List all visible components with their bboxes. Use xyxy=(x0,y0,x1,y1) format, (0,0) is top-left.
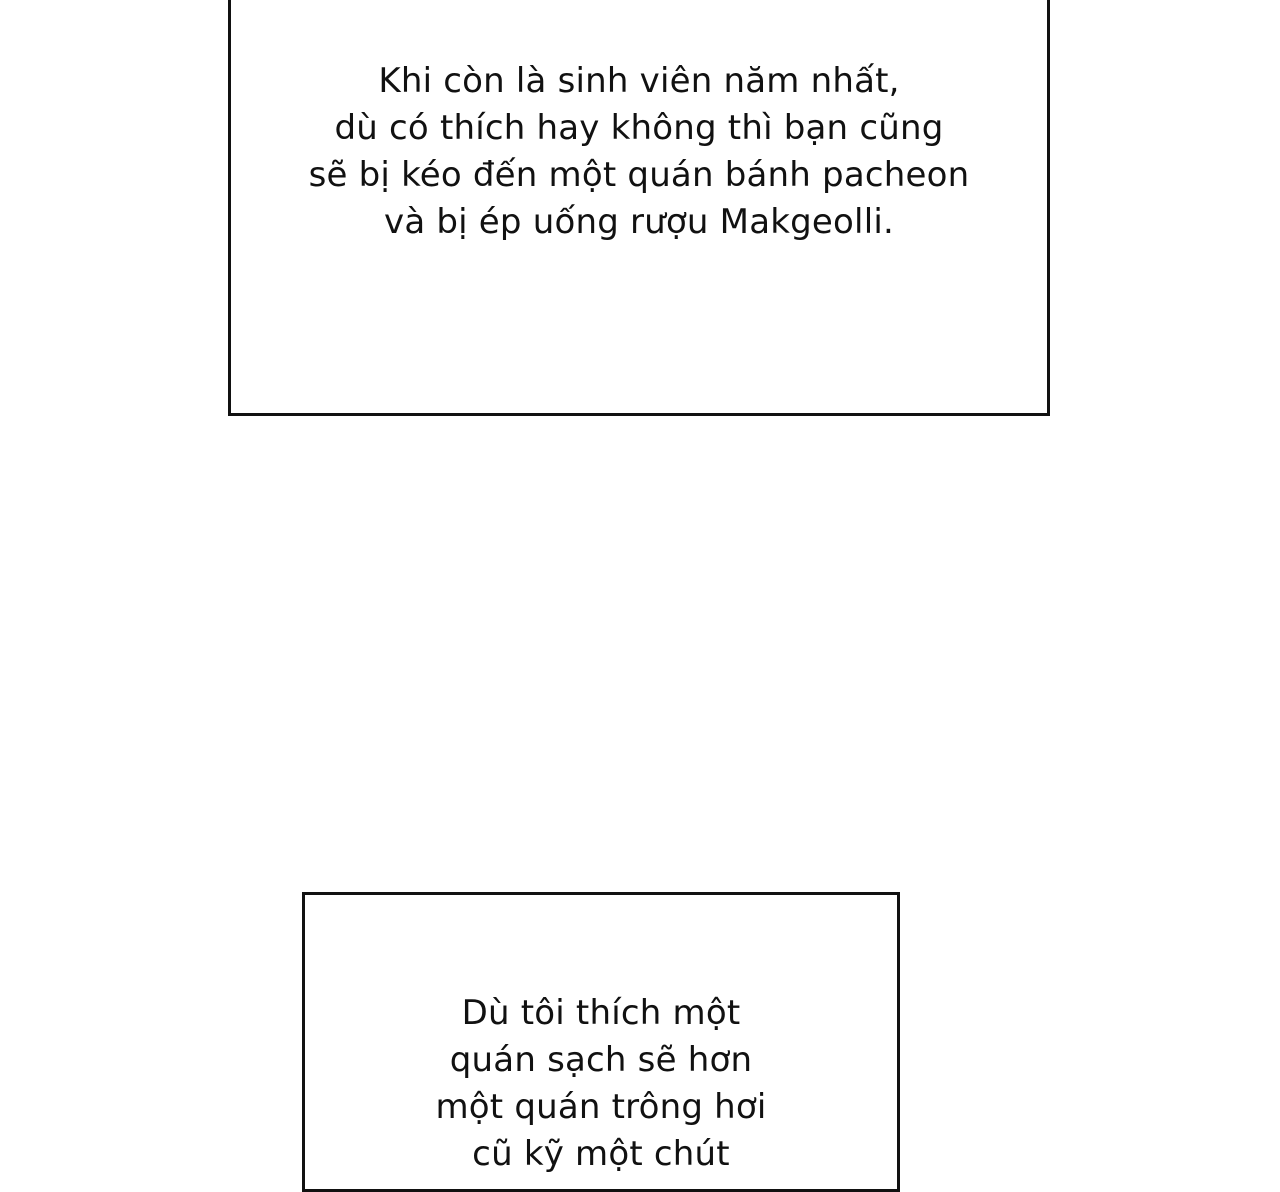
caption-box-2 xyxy=(302,892,900,1192)
caption-1-line-1: Khi còn là sinh viên năm nhất, xyxy=(378,61,900,101)
caption-1-line-3: sẽ bị kéo đến một quán bánh pacheon xyxy=(308,155,970,195)
caption-2-line-2: quán sạch sẽ hơn xyxy=(449,1040,753,1080)
caption-1-line-2: dù có thích hay không thì bạn cũng xyxy=(334,108,944,148)
caption-2-line-1: Dù tôi thích một xyxy=(461,993,741,1033)
caption-text-2 xyxy=(305,990,897,1178)
caption-box-1 xyxy=(228,0,1050,416)
caption-1-line-4: và bị ép uống rượu Makgeolli. xyxy=(384,202,894,242)
caption-2-line-4: cũ kỹ một chút xyxy=(472,1134,730,1174)
caption-text-1 xyxy=(231,58,1047,246)
caption-2-line-3: một quán trông hơi xyxy=(435,1087,767,1127)
